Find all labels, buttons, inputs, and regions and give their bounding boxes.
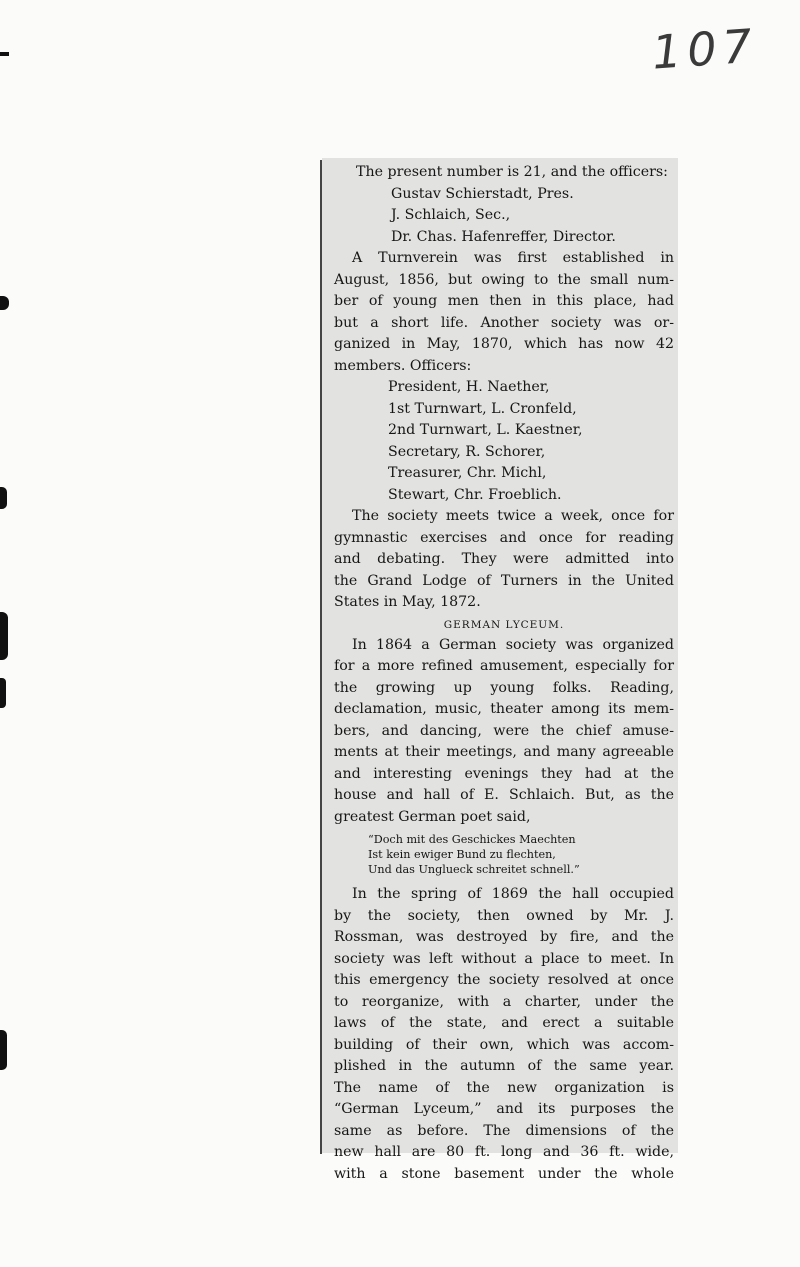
scan-edge-mark <box>0 296 9 310</box>
text-line: States in May, 1872. <box>334 594 481 610</box>
clipping-left-rule <box>320 160 322 1154</box>
text-line: ganized in May, 1870, which has now 42 <box>334 336 674 352</box>
text-line: A Turnverein was first established in <box>352 250 674 266</box>
text-line: gymnastic exercises and once for reading <box>334 529 674 546</box>
text-line: to reorganize, with a charter, under the <box>334 993 674 1010</box>
text-line: the Grand Lodge of Turners in the United <box>334 572 674 589</box>
text-line: ber of young men then in this place, had <box>334 293 674 309</box>
officer-entry: Gustav Schierstadt, Pres. <box>391 185 574 202</box>
text-line: In 1864 a German society was organized <box>352 636 674 653</box>
officer-entry: President, H. Naether, <box>388 379 550 395</box>
paragraph-lyceum <box>334 635 674 829</box>
text-line: ments at their meetings, and many agreeable <box>334 744 674 760</box>
scan-edge-mark <box>0 52 9 56</box>
officer-entry: Dr. Chas. Hafenreffer, Director. <box>391 228 616 245</box>
text-line: with a stone basement under the whole <box>334 1165 674 1182</box>
paragraph-meetings <box>334 506 674 614</box>
article-column <box>334 162 674 1185</box>
officer-entry: Secretary, R. Schorer, <box>388 443 546 460</box>
text-line: this emergency the society resolved at once <box>334 972 674 988</box>
intro-line: The present number is 21, and the officers: <box>356 164 668 180</box>
quote-line: Ist kein ewiger Bund zu flechten, <box>368 848 556 861</box>
text-line: members. Officers: <box>334 357 472 374</box>
text-line: and debating. They were admitted into <box>334 551 674 567</box>
officer-entry: Stewart, Chr. Froeblich. <box>388 486 562 503</box>
text-line: house and hall of E. Schlaich. But, as the <box>334 787 674 803</box>
text-line: In the spring of 1869 the hall occupied <box>352 886 674 902</box>
paragraph-turnverein <box>334 248 674 377</box>
text-line: new hall are 80 ft. long and 36 ft. wide, <box>334 1144 674 1160</box>
scan-edge-mark <box>0 487 7 509</box>
text-line: but a short life. Another society was or- <box>334 314 674 331</box>
text-line: by the society, then owned by Mr. J. <box>334 907 674 924</box>
text-line: “German Lyceum,” and its purposes the <box>334 1101 674 1117</box>
scan-edge-mark <box>0 1030 7 1070</box>
text-line: greatest German poet said, <box>334 808 531 825</box>
poem-quote <box>334 832 674 877</box>
text-line: same as before. The dimensions of the <box>334 1122 674 1139</box>
officers-list-1 <box>334 184 674 249</box>
officer-entry: 1st Turnwart, L. Cronfeld, <box>388 400 577 417</box>
officers-list-2 <box>334 377 674 506</box>
quote-line: “Doch mit des Geschickes Maechten <box>368 833 576 846</box>
text-line: August, 1856, but owing to the small num- <box>334 271 674 288</box>
paragraph-fire <box>334 884 674 1185</box>
officer-entry: Treasurer, Chr. Michl, <box>388 465 547 481</box>
text-line: building of their own, which was accom- <box>334 1036 674 1053</box>
officer-entry: 2nd Turnwart, L. Kaestner, <box>388 422 583 438</box>
text-line: declamation, music, theater among its mem- <box>334 701 674 717</box>
text-line: society was left without a place to meet. In <box>334 950 674 967</box>
section-heading: GERMAN LYCEUM. <box>443 618 565 631</box>
text-line: the growing up young folks. Reading, <box>334 679 674 696</box>
text-line: for a more refined amusement, especially for <box>334 658 674 674</box>
quote-line: Und das Unglueck schreitet schnell.” <box>368 863 580 876</box>
scan-edge-mark <box>0 678 6 708</box>
handwritten-page-number: 107 <box>650 18 760 80</box>
text-line: Rossman, was destroyed by fire, and the <box>334 929 674 945</box>
text-line: The name of the new organization is <box>334 1079 674 1096</box>
text-line: and interesting evenings they had at the <box>334 765 674 782</box>
text-line: plished in the autumn of the same year. <box>334 1058 674 1074</box>
scan-edge-mark <box>0 612 8 660</box>
text-line: laws of the state, and erect a suitable <box>334 1015 674 1031</box>
text-line: bers, and dancing, were the chief amuse- <box>334 722 674 739</box>
text-line: The society meets twice a week, once for <box>352 508 674 524</box>
officer-entry: J. Schlaich, Sec., <box>391 207 511 223</box>
